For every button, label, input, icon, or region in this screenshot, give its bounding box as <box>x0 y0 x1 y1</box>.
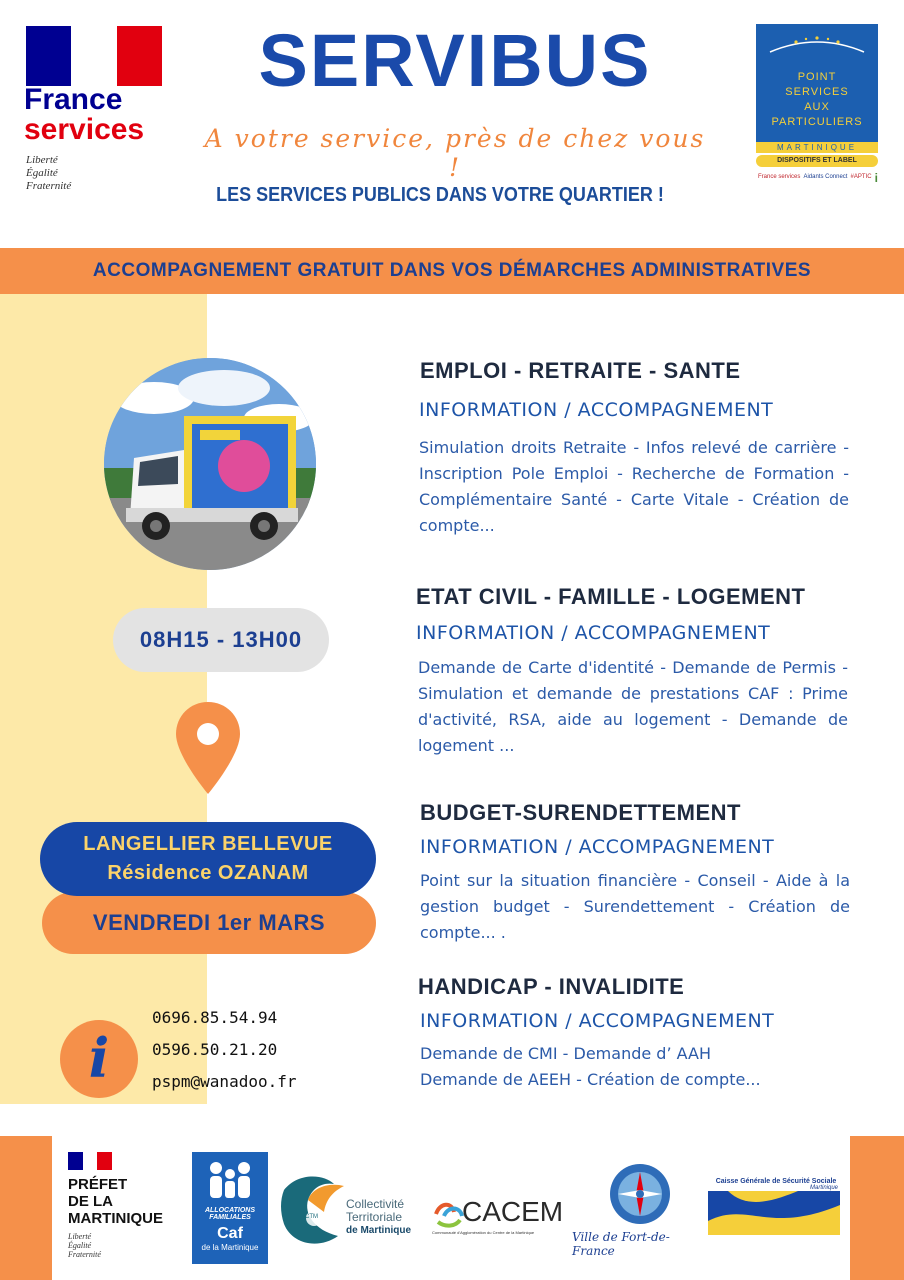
cacem-name: CACEM <box>462 1196 564 1227</box>
prefet-text <box>68 1176 183 1227</box>
servibus-van-photo <box>104 358 316 570</box>
prefet-motto-1: Liberté <box>68 1232 92 1241</box>
section-emploi-body: Simulation droits Retraite - Infos relevé de carrière - Inscription Pole Emploi - Recherche de Formation -Complémentaire Santé - Carte Vitale - Création de compte... <box>419 438 849 535</box>
partner-france-services: France services <box>758 174 801 180</box>
partner-info-icon: i <box>874 171 878 185</box>
pspm-line-services: SERVICES <box>785 86 849 98</box>
ctm-line-2: Territoriale <box>346 1210 403 1224</box>
cacem-logo <box>432 1196 572 1246</box>
caf-region: de la Martinique <box>201 1243 259 1252</box>
france-services-word-france: France <box>24 83 123 116</box>
location-name: LANGELLIER BELLEVUE <box>83 833 333 855</box>
motto-fraternite: Fraternité <box>26 180 72 192</box>
ctm-line-1: Collectivité <box>346 1197 405 1211</box>
section-budget-title: BUDGET-SURENDETTEMENT <box>420 800 741 825</box>
motto-liberte: Liberté <box>26 154 58 166</box>
opening-hours-badge: 08H15 - 13H00 <box>113 608 329 672</box>
contact-email: pspm@wanadoo.fr <box>152 1072 297 1091</box>
pspm-partner-logos <box>758 171 878 185</box>
footer-left-band <box>0 1136 52 1280</box>
caf-family-icon <box>200 1158 260 1202</box>
section-emploi-title: EMPLOI - RETRAITE - SANTE <box>420 358 741 383</box>
france-services-motto <box>26 154 71 193</box>
cgss-logo <box>708 1178 844 1244</box>
cgss-line-2: Martinique <box>809 1185 838 1191</box>
cacem-fullname: Communauté d'Agglomération du Centre de la Martinique <box>432 1230 535 1235</box>
tagline: A votre service, près de chez vous ! <box>204 124 706 182</box>
caf-line-2: FAMILIALES <box>209 1214 251 1221</box>
ctm-badge: CTM <box>305 1214 318 1220</box>
prefet-martinique-logo <box>68 1152 183 1262</box>
contact-phone-2: 0596.50.21.20 <box>152 1040 278 1059</box>
ctm-text <box>346 1198 411 1237</box>
fort-de-france-compass-icon <box>608 1162 672 1226</box>
banner-text: ACCOMPAGNEMENT GRATUIT DANS VOS DÉMARCHES ADMINISTRATIVES <box>92 260 812 281</box>
section-emploi-subtitle: INFORMATION / ACCOMPAGNEMENT <box>419 399 774 421</box>
prefet-line-2: DE LA <box>68 1193 113 1210</box>
caf-line-1: ALLOCATIONS <box>204 1207 256 1214</box>
pspm-logo <box>756 24 878 194</box>
prefet-motto-2: Égalité <box>68 1241 92 1250</box>
location-pin-icon <box>174 700 242 796</box>
section-etat-civil-title: ETAT CIVIL - FAMILLE - LOGEMENT <box>416 584 806 609</box>
section-budget-body: Point sur la situation financière - Conseil - Aide à la gestion budget - Surendettement - Création de compte... . <box>420 871 850 942</box>
pspm-line-aux: AUX <box>804 101 830 113</box>
fort-de-france-signature: Ville de Fort-de-France <box>572 1230 670 1258</box>
cgss-emblem-icon <box>708 1191 840 1235</box>
prefet-line-3: MARTINIQUE <box>68 1210 163 1227</box>
ctm-line-3: de Martinique <box>346 1225 412 1236</box>
page-title: SERVIBUS <box>258 19 652 102</box>
location-residence: Résidence OZANAM <box>107 862 309 884</box>
section-handicap-title: HANDICAP - INVALIDITE <box>418 974 685 999</box>
prefet-flag-icon <box>68 1152 112 1170</box>
contact-phone-1: 0696.85.54.94 <box>152 1008 278 1027</box>
pspm-line-point: POINT <box>797 71 837 83</box>
cgss-line-1: Caisse Générale de Sécurité Sociale <box>715 1178 837 1185</box>
section-handicap-body-line1: Demande de CMI - Demande d’ AAH <box>420 1044 711 1063</box>
info-icon: i <box>88 1026 110 1090</box>
prefet-motto <box>68 1232 183 1259</box>
section-handicap-body <box>420 1041 850 1093</box>
partner-aidants-connect: Aidants Connect <box>803 174 848 180</box>
location-badge <box>40 822 376 896</box>
section-handicap-subtitle: INFORMATION / ACCOMPAGNEMENT <box>420 1010 775 1032</box>
cacem-icon <box>432 1198 466 1228</box>
ctm-logo <box>278 1170 428 1260</box>
france-services-word-services: services <box>24 113 145 146</box>
ctm-bird-icon <box>278 1170 348 1256</box>
van-illustration <box>104 358 316 570</box>
motto-egalite: Égalité <box>26 167 58 179</box>
pspm-logo-box <box>756 24 878 142</box>
france-services-logo <box>24 24 174 204</box>
date-badge: VENDREDI 1er MARS <box>42 892 376 954</box>
section-etat-civil-subtitle: INFORMATION / ACCOMPAGNEMENT <box>416 622 771 644</box>
caf-name: Caf <box>217 1225 243 1242</box>
footer-right-band <box>850 1136 904 1280</box>
section-budget-subtitle: INFORMATION / ACCOMPAGNEMENT <box>420 836 775 858</box>
pspm-logo-text <box>756 70 878 130</box>
section-etat-civil-body: Demande de Carte d'identité - Demande de Permis - Simulation et demande de prestations CAF : Prime d'activité, RSA, aide au logement - Demande de logement ... <box>418 658 848 755</box>
subtitle: LES SERVICES PUBLICS DANS VOTRE QUARTIER ! <box>216 184 664 206</box>
prefet-line-1: PRÉFET <box>68 1176 128 1193</box>
fort-de-france-logo <box>572 1162 704 1272</box>
pspm-label: DISPOSITIFS ET LABEL <box>756 155 878 167</box>
caf-logo <box>192 1152 268 1264</box>
marianne-icon <box>64 28 124 84</box>
partner-aptic: #APTIC <box>850 174 872 180</box>
pspm-stars-arc-icon <box>766 34 868 54</box>
prefet-motto-3: Fraternité <box>68 1250 101 1259</box>
pspm-region: MARTINIQUE <box>756 142 878 153</box>
pspm-line-particuliers: PARTICULIERS <box>771 116 863 128</box>
section-handicap-body-line2: Demande de AEEH - Création de compte... <box>420 1070 761 1089</box>
